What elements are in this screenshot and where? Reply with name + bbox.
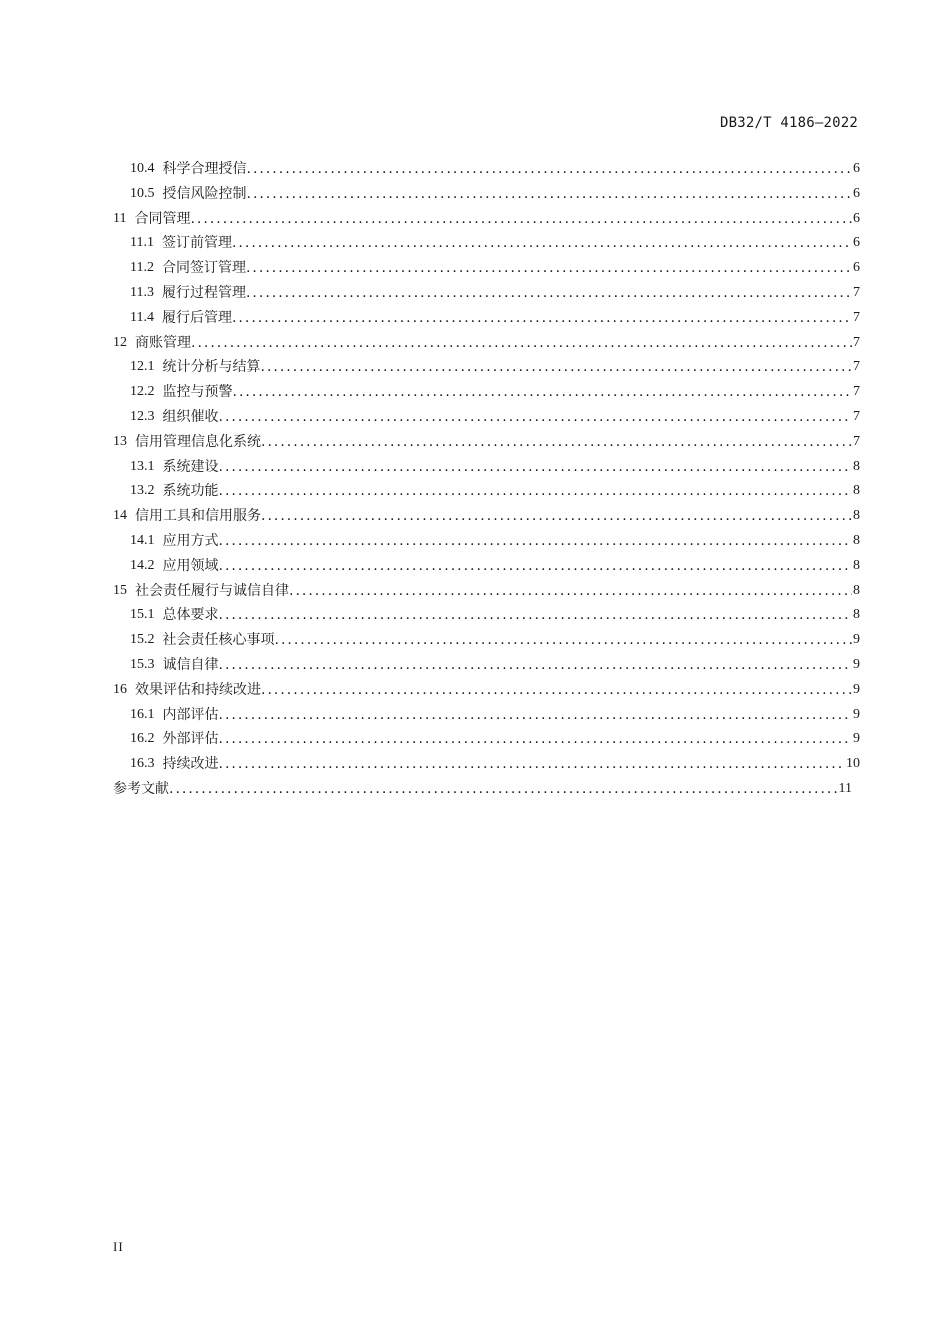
toc-entry-number: 14.1	[130, 532, 155, 548]
toc-entry-page: 9	[853, 656, 860, 672]
toc-entry-title: 应用领域	[162, 557, 219, 574]
toc-entry-title: 效果评估和持续改进	[135, 681, 261, 698]
toc-entry-number: 11.3	[130, 284, 154, 300]
toc-entry[interactable]	[113, 628, 860, 653]
toc-entry[interactable]	[113, 703, 860, 728]
toc-entry-number: 15	[113, 582, 127, 598]
page-number: II	[113, 1239, 124, 1254]
toc-entry-page: 9	[853, 681, 860, 697]
toc-leader-dots	[275, 628, 853, 653]
toc-entry-title: 授信风险控制	[162, 185, 247, 202]
toc-entry-page: 6	[853, 235, 860, 251]
toc-entry-number: 11.1	[130, 235, 154, 251]
toc-entry-title: 信用工具和信用服务	[135, 508, 261, 525]
toc-entry-number: 13.2	[130, 483, 155, 499]
toc-leader-dots	[219, 405, 853, 430]
toc-entry-page: 8	[853, 458, 860, 474]
toc-entry-page: 7	[853, 408, 860, 424]
toc-entry-number: 16.3	[130, 756, 155, 772]
toc-entry[interactable]	[113, 603, 860, 628]
toc-entry-title: 履行后管理	[161, 309, 232, 326]
toc-entry-number: 15.1	[130, 607, 155, 623]
toc-entry-number: 16.2	[130, 731, 155, 747]
toc-leader-dots	[289, 579, 852, 604]
toc-entry-title: 合同签订管理	[161, 260, 246, 277]
toc-entry-number: 11.4	[130, 309, 154, 325]
toc-entry-number: 13	[113, 433, 127, 449]
toc-leader-dots	[190, 207, 852, 232]
toc-entry-page: 6	[853, 185, 860, 201]
toc-entry-title: 总体要求	[162, 607, 219, 624]
toc-leader-dots	[219, 455, 853, 480]
toc-entry-number: 12	[113, 334, 127, 350]
toc-entry-page: 7	[853, 309, 860, 325]
toc-entry-page: 6	[853, 161, 860, 176]
toc-entry-page: 9	[853, 731, 860, 747]
toc-entry[interactable]	[113, 430, 860, 455]
toc-entry-references[interactable]	[113, 777, 852, 802]
toc-entry-title: 合同管理	[134, 210, 191, 227]
table-of-contents	[113, 157, 860, 802]
document-code: DB32/T 4186—2022	[719, 115, 858, 131]
toc-entry-title: 外部评估	[162, 731, 219, 748]
toc-entry-title: 社会责任履行与诚信自律	[135, 582, 289, 599]
toc-entry-number: 12.3	[130, 408, 155, 424]
toc-entry-page: 10	[846, 756, 860, 772]
toc-entry[interactable]	[113, 331, 860, 356]
toc-entry-title: 组织催收	[162, 408, 219, 425]
toc-entry-page: 8	[853, 483, 860, 499]
toc-entry-page: 11	[838, 780, 852, 796]
toc-entry[interactable]	[113, 355, 860, 380]
toc-entry[interactable]	[113, 752, 860, 777]
toc-leader-dots	[232, 231, 852, 256]
toc-leader-dots	[219, 603, 853, 628]
toc-entry-title: 诚信自律	[162, 656, 219, 673]
toc-leader-dots	[261, 678, 852, 703]
toc-entry-title: 科学合理授信	[162, 161, 247, 177]
toc-entry[interactable]	[113, 207, 860, 232]
toc-entry-page: 9	[853, 632, 860, 648]
toc-entry-title: 社会责任核心事项	[162, 632, 275, 649]
toc-leader-dots	[261, 504, 852, 529]
toc-entry[interactable]	[113, 256, 860, 281]
toc-leader-dots	[246, 281, 852, 306]
toc-entry-number: 11	[113, 210, 127, 226]
toc-entry-number: 12.2	[130, 384, 155, 400]
toc-leader-dots	[261, 430, 852, 455]
toc-entry-number: 10.4	[130, 161, 155, 176]
toc-entry[interactable]	[113, 554, 860, 579]
toc-entry-page: 7	[853, 359, 860, 375]
toc-leader-dots	[219, 479, 853, 504]
toc-entry-number: 14.2	[130, 557, 155, 573]
toc-entry-title: 签订前管理	[161, 235, 232, 252]
toc-leader-dots	[219, 703, 853, 728]
toc-entry-number: 16	[113, 681, 127, 697]
toc-entry[interactable]	[113, 380, 860, 405]
toc-entry-number: 14	[113, 508, 127, 524]
toc-entry-page: 7	[853, 433, 860, 449]
toc-leader-dots	[169, 777, 838, 802]
toc-leader-dots	[247, 157, 853, 182]
toc-entry-title: 持续改进	[162, 756, 219, 773]
toc-leader-dots	[219, 752, 846, 777]
toc-entry-page: 8	[853, 582, 860, 598]
toc-entry-page: 6	[853, 260, 860, 276]
toc-entry[interactable]	[113, 479, 860, 504]
toc-entry-page: 7	[853, 384, 860, 400]
toc-entry-number: 11.2	[130, 260, 154, 276]
toc-leader-dots	[246, 256, 852, 281]
toc-entry[interactable]	[113, 157, 860, 182]
toc-leader-dots	[219, 727, 853, 752]
toc-entry-number: 15.2	[130, 632, 155, 648]
toc-entry-number: 12.1	[130, 359, 155, 375]
toc-entry[interactable]	[113, 182, 860, 207]
toc-entry[interactable]	[113, 455, 860, 480]
toc-leader-dots	[232, 306, 852, 331]
toc-entry[interactable]	[113, 653, 860, 678]
toc-entry[interactable]	[113, 306, 860, 331]
toc-leader-dots	[261, 355, 853, 380]
toc-entry-title: 系统建设	[162, 458, 219, 475]
toc-entry-title: 应用方式	[162, 532, 219, 549]
toc-entry[interactable]	[113, 529, 860, 554]
toc-entry[interactable]	[113, 281, 860, 306]
toc-entry-number: 10.5	[130, 185, 155, 201]
toc-leader-dots	[219, 529, 853, 554]
toc-entry-title: 商账管理	[135, 334, 191, 351]
toc-leader-dots	[219, 653, 853, 678]
toc-entry-title: 统计分析与结算	[162, 359, 261, 376]
toc-entry[interactable]	[113, 405, 860, 430]
toc-entry-page: 8	[853, 557, 860, 573]
toc-entry-page: 6	[853, 210, 860, 226]
toc-entry-number: 16.1	[130, 706, 155, 722]
toc-leader-dots	[219, 554, 853, 579]
toc-entry[interactable]	[113, 231, 860, 256]
toc-entry-title: 系统功能	[162, 483, 219, 500]
toc-entry-page: 8	[853, 532, 860, 548]
toc-entry[interactable]	[113, 504, 860, 529]
toc-entry[interactable]	[113, 579, 860, 604]
toc-entry-title: 履行过程管理	[161, 284, 246, 301]
toc-leader-dots	[233, 380, 853, 405]
toc-entry-page: 8	[853, 508, 860, 524]
toc-entry-page: 8	[853, 607, 860, 623]
toc-entry-page: 9	[853, 706, 860, 722]
toc-entry-page: 7	[853, 284, 860, 300]
toc-entry-title: 信用管理信息化系统	[135, 433, 261, 450]
toc-entry-number: 13.1	[130, 458, 155, 474]
toc-entry-title: 监控与预警	[162, 384, 233, 401]
toc-entry-title: 内部评估	[162, 706, 219, 723]
toc-leader-dots	[191, 331, 852, 356]
toc-entry-page: 7	[853, 334, 860, 350]
toc-entry-title: 参考文献	[113, 780, 169, 797]
toc-entry[interactable]	[113, 727, 860, 752]
toc-entry[interactable]	[113, 678, 860, 703]
toc-entry-number: 15.3	[130, 656, 155, 672]
toc-leader-dots	[247, 182, 853, 207]
